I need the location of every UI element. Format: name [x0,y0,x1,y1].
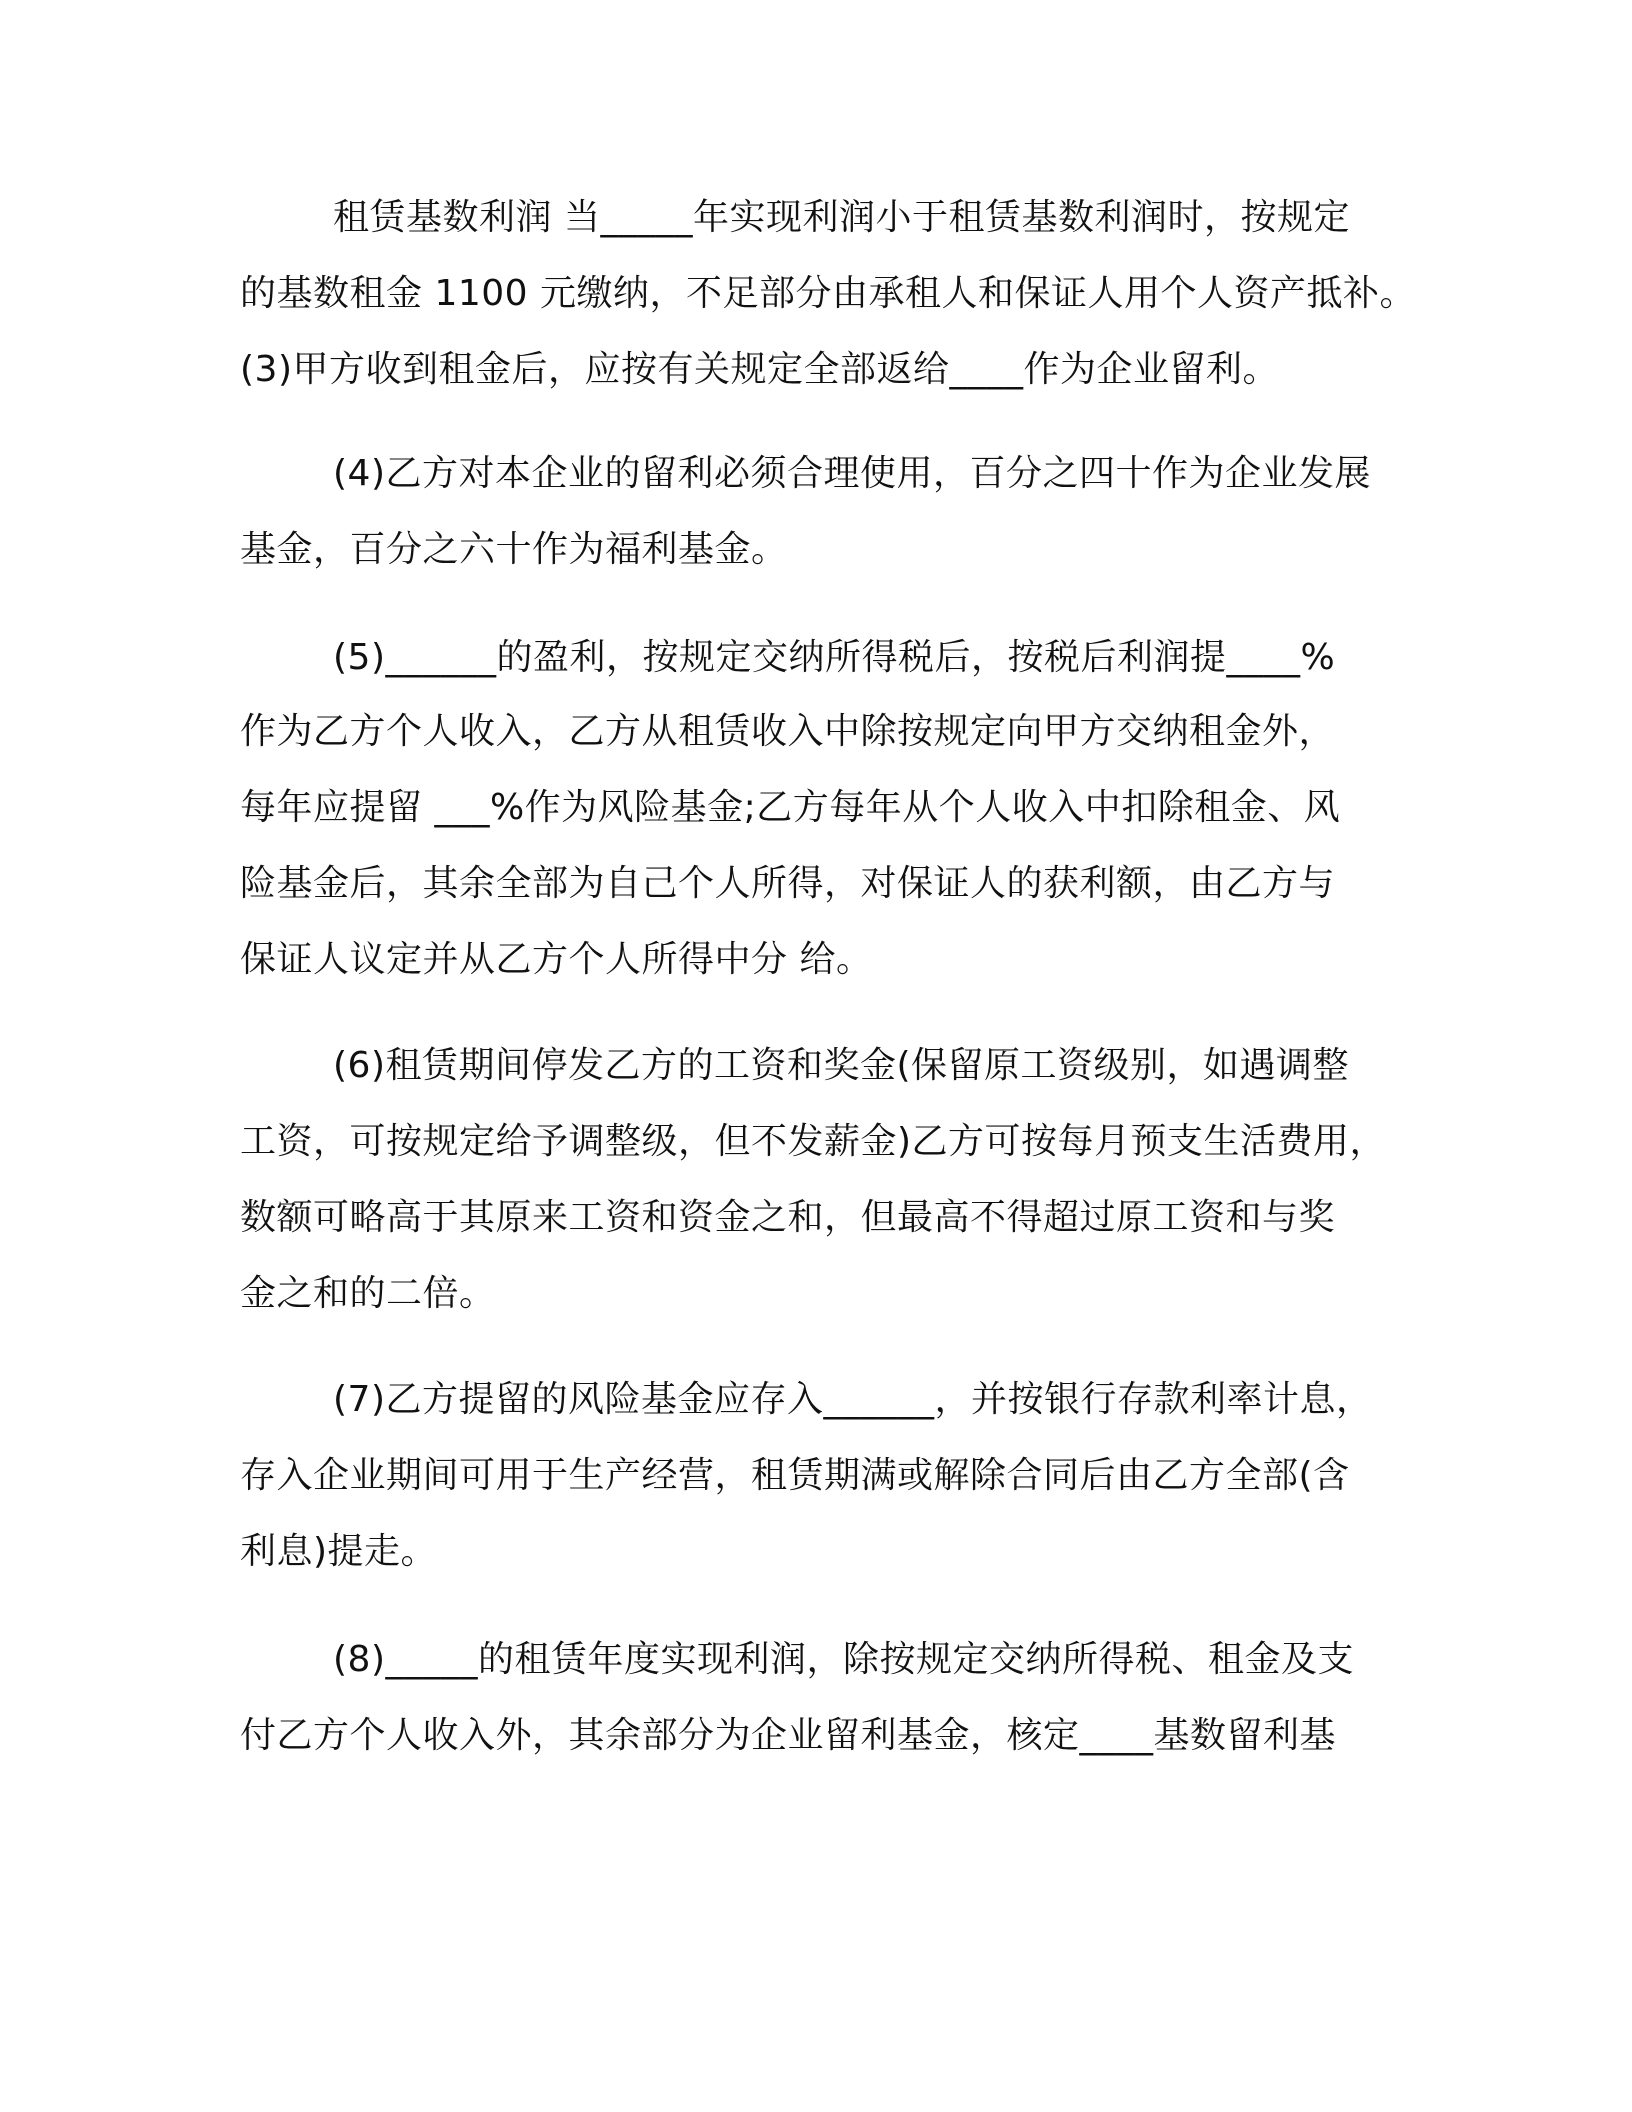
text-line: (6)租赁期间停发乙方的工资和奖金(保留原工资级别，如遇调整 [333,1045,1350,1086]
text-line: (7)乙方提留的风险基金应存入______，并按银行存款利率计息， [333,1379,1373,1420]
text-line: 的基数租金 1100 元缴纳，不足部分由承租人和保证人用个人资产抵补。 [240,273,1417,314]
text-line: 基金，百分之六十作为福利基金。 [240,529,788,570]
text-line: 金之和的二倍。 [240,1273,496,1314]
text-line: (3)甲方收到租金后，应按有关规定全部返给____作为企业留利。 [240,349,1279,390]
text-line: 租赁基数利润 当_____年实现利润小于租赁基数利润时，按规定 [333,197,1350,238]
text-line: 每年应提留 ___%作为风险基金;乙方每年从个人收入中扣除租金、风 [240,787,1341,828]
text-line: 数额可略高于其原来工资和资金之和，但最高不得超过原工资和与奖 [240,1197,1336,1238]
text-line: (8)_____的租赁年度实现利润，除按规定交纳所得税、租金及支 [333,1639,1354,1680]
text-line: 存入企业期间可用于生产经营，租赁期满或解除合同后由乙方全部(含 [240,1455,1350,1496]
text-line: 保证人议定并从乙方个人所得中分 给。 [240,939,873,980]
text-line: (4)乙方对本企业的留利必须合理使用，百分之四十作为企业发展 [333,453,1371,494]
text-line: 工资，可按规定给予调整级，但不发薪金)乙方可按每月预支生活费用， [240,1121,1387,1162]
text-line: 利息)提走。 [240,1531,438,1572]
text-line: (5)______的盈利，按规定交纳所得税后，按税后利润提____% [333,637,1336,678]
text-line: 作为乙方个人收入，乙方从租赁收入中除按规定向甲方交纳租金外， [240,711,1336,752]
text-line: 险基金后，其余全部为自己个人所得，对保证人的获利额，由乙方与 [240,863,1336,904]
text-line: 付乙方个人收入外，其余部分为企业留利基金，核定____基数留利基 [240,1715,1337,1756]
